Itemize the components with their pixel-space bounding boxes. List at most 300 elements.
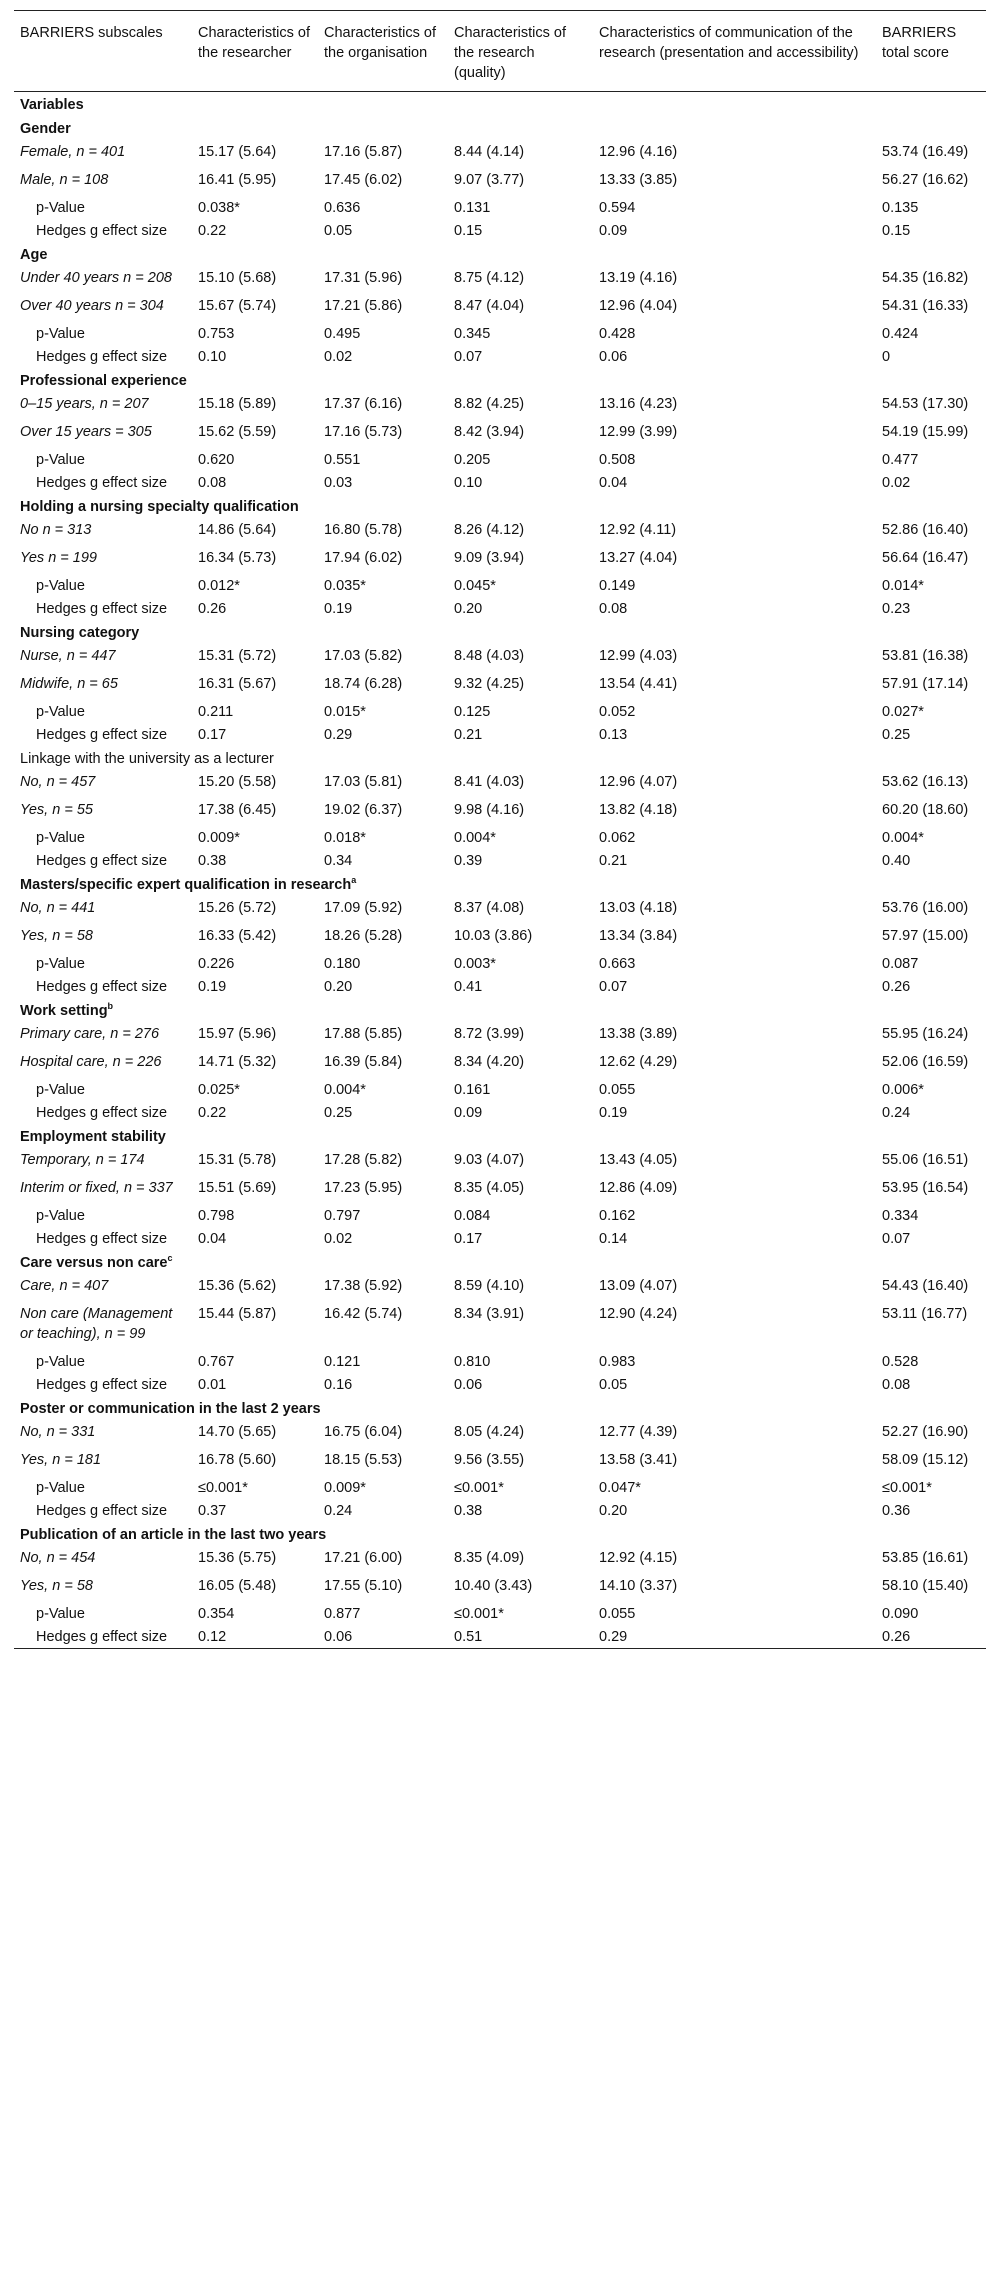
p-value-row (14, 1204, 986, 1227)
group-label: Yes n = 199 (20, 550, 97, 566)
p-value-research-quality: ≤0.001* (454, 1480, 504, 1496)
cell-total-score: 58.09 (15.12) (882, 1452, 969, 1468)
cell-research-quality: 8.35 (4.09) (454, 1550, 525, 1566)
cell-organisation: 17.16 (5.87) (324, 144, 403, 160)
group-row (14, 294, 986, 322)
effect-size-total-score: 0.02 (882, 475, 911, 491)
effect-size-organisation: 0.19 (324, 601, 353, 617)
cell-researcher: 16.33 (5.42) (198, 928, 277, 944)
cell-total-score: 54.35 (16.82) (882, 270, 969, 286)
group-row (14, 392, 986, 420)
p-value-research-quality: ≤0.001* (454, 1606, 504, 1622)
p-value-organisation: 0.018* (324, 830, 366, 846)
group-label: Over 15 years = 305 (20, 424, 152, 440)
cell-communication: 12.99 (4.03) (599, 648, 678, 664)
effect-size-label: Hedges g effect size (36, 349, 168, 365)
cell-communication: 12.99 (3.99) (599, 424, 678, 440)
effect-size-label: Hedges g effect size (36, 1503, 168, 1519)
p-value-researcher: 0.620 (198, 452, 235, 468)
group-label: No, n = 441 (20, 900, 96, 916)
p-value-row (14, 952, 986, 975)
effect-size-communication: 0.06 (599, 349, 628, 365)
p-value-research-quality: 0.003* (454, 956, 496, 972)
effect-size-total-score: 0 (882, 349, 891, 365)
group-row (14, 546, 986, 574)
cell-researcher: 15.31 (5.78) (198, 1152, 277, 1168)
p-value-row (14, 448, 986, 471)
cell-researcher: 15.97 (5.96) (198, 1026, 277, 1042)
p-value-research-quality: 0.125 (454, 704, 491, 720)
cell-communication: 13.34 (3.84) (599, 928, 678, 944)
effect-size-row (14, 1101, 986, 1124)
cell-research-quality: 9.98 (4.16) (454, 802, 525, 818)
section-title (14, 368, 986, 392)
cell-total-score: 54.31 (16.33) (882, 298, 969, 314)
cell-research-quality: 10.03 (3.86) (454, 928, 533, 944)
effect-size-row (14, 723, 986, 746)
effect-size-research-quality: 0.39 (454, 853, 483, 869)
section-row (14, 1250, 986, 1274)
effect-size-total-score: 0.36 (882, 1503, 911, 1519)
effect-size-research-quality: 0.38 (454, 1503, 483, 1519)
effect-size-researcher: 0.10 (198, 349, 227, 365)
effect-size-communication: 0.09 (599, 223, 628, 239)
group-row (14, 896, 986, 924)
effect-size-communication: 0.21 (599, 853, 628, 869)
section-title (14, 1250, 986, 1274)
cell-communication: 14.10 (3.37) (599, 1578, 678, 1594)
footnote-marker: a (351, 875, 357, 886)
p-value-organisation: 0.009* (324, 1480, 366, 1496)
group-row (14, 1448, 986, 1476)
group-row (14, 672, 986, 700)
p-value-label: p-Value (36, 578, 85, 594)
cell-communication: 13.03 (4.18) (599, 900, 678, 916)
effect-size-researcher: 0.04 (198, 1231, 227, 1247)
cell-communication: 12.90 (4.24) (599, 1306, 678, 1322)
variables-row (14, 92, 986, 117)
group-label: Under 40 years n = 208 (20, 270, 172, 286)
cell-organisation: 17.03 (5.81) (324, 774, 403, 790)
effect-size-researcher: 0.37 (198, 1503, 227, 1519)
cell-organisation: 17.31 (5.96) (324, 270, 403, 286)
cell-research-quality: 9.07 (3.77) (454, 172, 525, 188)
section-title (14, 746, 986, 770)
p-value-researcher: 0.009* (198, 830, 240, 846)
section-title-text: Professional experience (20, 373, 187, 389)
p-value-communication: 0.062 (599, 830, 636, 846)
cell-communication: 13.33 (3.85) (599, 172, 678, 188)
section-title-text: Employment stability (20, 1129, 166, 1145)
effect-size-total-score: 0.08 (882, 1377, 911, 1393)
cell-total-score: 53.11 (16.77) (882, 1306, 968, 1322)
group-label: Interim or fixed, n = 337 (20, 1180, 173, 1196)
p-value-research-quality: 0.205 (454, 452, 491, 468)
effect-size-label: Hedges g effect size (36, 601, 168, 617)
group-label: Care, n = 407 (20, 1278, 109, 1294)
header-barriers-subscales: BARRIERS subscales (20, 25, 163, 41)
p-value-label: p-Value (36, 1082, 85, 1098)
effect-size-label: Hedges g effect size (36, 853, 168, 869)
group-row (14, 770, 986, 798)
effect-size-research-quality: 0.06 (454, 1377, 483, 1393)
cell-total-score: 52.27 (16.90) (882, 1424, 969, 1440)
p-value-organisation: 0.004* (324, 1082, 366, 1098)
effect-size-researcher: 0.01 (198, 1377, 227, 1393)
group-label: Primary care, n = 276 (20, 1026, 160, 1042)
cell-research-quality: 10.40 (3.43) (454, 1578, 533, 1594)
effect-size-research-quality: 0.15 (454, 223, 483, 239)
p-value-researcher: 0.012* (198, 578, 240, 594)
effect-size-row (14, 849, 986, 872)
group-row (14, 1574, 986, 1602)
p-value-label: p-Value (36, 830, 85, 846)
p-value-row (14, 574, 986, 597)
effect-size-communication: 0.19 (599, 1105, 628, 1121)
cell-researcher: 15.36 (5.62) (198, 1278, 277, 1294)
section-title (14, 1124, 986, 1148)
cell-total-score: 53.62 (16.13) (882, 774, 969, 790)
p-value-communication: 0.149 (599, 578, 636, 594)
p-value-researcher: 0.038* (198, 200, 240, 216)
p-value-total-score: 0.528 (882, 1354, 919, 1370)
effect-size-organisation: 0.05 (324, 223, 353, 239)
group-row (14, 1420, 986, 1448)
cell-total-score: 58.10 (15.40) (882, 1578, 969, 1594)
cell-organisation: 17.28 (5.82) (324, 1152, 403, 1168)
effect-size-label: Hedges g effect size (36, 223, 168, 239)
effect-size-total-score: 0.25 (882, 727, 911, 743)
table-header (14, 11, 986, 92)
cell-total-score: 53.74 (16.49) (882, 144, 969, 160)
section-title-text: Care versus non care (20, 1255, 168, 1271)
p-value-organisation: 0.121 (324, 1354, 361, 1370)
group-label: Midwife, n = 65 (20, 676, 118, 692)
section-row (14, 620, 986, 644)
p-value-organisation: 0.180 (324, 956, 361, 972)
p-value-row (14, 700, 986, 723)
p-value-research-quality: 0.045* (454, 578, 496, 594)
header-communication: Characteristics of communication of the research (presentation and accessibility) (599, 25, 859, 61)
p-value-total-score: 0.006* (882, 1082, 924, 1098)
section-row (14, 1522, 986, 1546)
cell-research-quality: 9.32 (4.25) (454, 676, 525, 692)
header-total-score: BARRIERS total score (882, 25, 957, 61)
cell-research-quality: 9.03 (4.07) (454, 1152, 525, 1168)
cell-organisation: 17.94 (6.02) (324, 550, 403, 566)
p-value-total-score: 0.424 (882, 326, 919, 342)
p-value-label: p-Value (36, 1208, 85, 1224)
group-row (14, 1176, 986, 1204)
p-value-researcher: 0.753 (198, 326, 235, 342)
group-label: Nurse, n = 447 (20, 648, 116, 664)
cell-total-score: 54.43 (16.40) (882, 1278, 969, 1294)
p-value-researcher: 0.211 (198, 704, 234, 720)
p-value-communication: 0.428 (599, 326, 636, 342)
effect-size-researcher: 0.38 (198, 853, 227, 869)
p-value-research-quality: 0.810 (454, 1354, 491, 1370)
group-label: No, n = 454 (20, 1550, 96, 1566)
effect-size-row (14, 1625, 986, 1649)
effect-size-label: Hedges g effect size (36, 1231, 168, 1247)
cell-organisation: 17.37 (6.16) (324, 396, 403, 412)
effect-size-organisation: 0.03 (324, 475, 353, 491)
effect-size-organisation: 0.25 (324, 1105, 353, 1121)
cell-communication: 13.16 (4.23) (599, 396, 678, 412)
p-value-label: p-Value (36, 200, 85, 216)
cell-researcher: 14.86 (5.64) (198, 522, 277, 538)
effect-size-organisation: 0.29 (324, 727, 353, 743)
cell-communication: 13.43 (4.05) (599, 1152, 678, 1168)
cell-organisation: 17.55 (5.10) (324, 1578, 403, 1594)
cell-organisation: 17.03 (5.82) (324, 648, 403, 664)
group-label: Yes, n = 55 (20, 802, 93, 818)
cell-research-quality: 8.35 (4.05) (454, 1180, 525, 1196)
group-row (14, 644, 986, 672)
section-title-text: Publication of an article in the last two years (20, 1527, 327, 1543)
group-row (14, 1302, 986, 1350)
effect-size-label: Hedges g effect size (36, 1377, 168, 1393)
p-value-communication: 0.047* (599, 1480, 641, 1496)
group-label: Non care (Management or teaching), n = 99 (20, 1306, 173, 1342)
p-value-row (14, 826, 986, 849)
effect-size-communication: 0.08 (599, 601, 628, 617)
p-value-organisation: 0.035* (324, 578, 366, 594)
cell-researcher: 16.31 (5.67) (198, 676, 277, 692)
cell-communication: 12.96 (4.04) (599, 298, 678, 314)
cell-total-score: 55.06 (16.51) (882, 1152, 969, 1168)
group-label: No n = 313 (20, 522, 92, 538)
effect-size-organisation: 0.02 (324, 349, 353, 365)
cell-organisation: 18.15 (5.53) (324, 1452, 403, 1468)
effect-size-communication: 0.04 (599, 475, 628, 491)
effect-size-total-score: 0.23 (882, 601, 911, 617)
cell-communication: 12.86 (4.09) (599, 1180, 678, 1196)
p-value-row (14, 196, 986, 219)
cell-communication: 12.96 (4.07) (599, 774, 678, 790)
cell-research-quality: 8.26 (4.12) (454, 522, 525, 538)
group-row (14, 1022, 986, 1050)
effect-size-researcher: 0.22 (198, 1105, 227, 1121)
header-research-quality: Characteristics of the research (quality) (454, 25, 567, 81)
p-value-row (14, 1476, 986, 1499)
p-value-communication: 0.663 (599, 956, 636, 972)
section-row (14, 746, 986, 770)
cell-researcher: 15.51 (5.69) (198, 1180, 277, 1196)
footnote-marker: c (167, 1253, 173, 1264)
cell-total-score: 57.91 (17.14) (882, 676, 969, 692)
section-title (14, 116, 986, 140)
p-value-total-score: 0.477 (882, 452, 919, 468)
cell-organisation: 17.45 (6.02) (324, 172, 403, 188)
p-value-organisation: 0.797 (324, 1208, 361, 1224)
p-value-communication: 0.508 (599, 452, 636, 468)
section-title-text: Nursing category (20, 625, 140, 641)
p-value-researcher: 0.354 (198, 1606, 235, 1622)
p-value-communication: 0.162 (599, 1208, 636, 1224)
cell-total-score: 53.76 (16.00) (882, 900, 969, 916)
cell-research-quality: 8.75 (4.12) (454, 270, 525, 286)
section-row (14, 242, 986, 266)
cell-research-quality: 8.34 (4.20) (454, 1054, 525, 1070)
cell-researcher: 15.67 (5.74) (198, 298, 277, 314)
section-title (14, 1396, 986, 1420)
p-value-row (14, 1078, 986, 1101)
effect-size-row (14, 975, 986, 998)
section-title (14, 1522, 986, 1546)
group-row (14, 924, 986, 952)
cell-researcher: 15.36 (5.75) (198, 1550, 277, 1566)
p-value-researcher: ≤0.001* (198, 1480, 248, 1496)
effect-size-research-quality: 0.17 (454, 1231, 483, 1247)
effect-size-total-score: 0.15 (882, 223, 911, 239)
cell-total-score: 60.20 (18.60) (882, 802, 969, 818)
cell-researcher: 14.71 (5.32) (198, 1054, 277, 1070)
effect-size-researcher: 0.17 (198, 727, 227, 743)
effect-size-researcher: 0.08 (198, 475, 227, 491)
p-value-organisation: 0.495 (324, 326, 361, 342)
cell-researcher: 15.62 (5.59) (198, 424, 277, 440)
section-row (14, 872, 986, 896)
p-value-researcher: 0.226 (198, 956, 235, 972)
group-row (14, 168, 986, 196)
cell-total-score: 53.95 (16.54) (882, 1180, 969, 1196)
cell-research-quality: 8.82 (4.25) (454, 396, 525, 412)
cell-researcher: 16.34 (5.73) (198, 550, 277, 566)
group-row (14, 1274, 986, 1302)
cell-total-score: 52.86 (16.40) (882, 522, 969, 538)
p-value-row (14, 1350, 986, 1373)
section-row (14, 998, 986, 1022)
effect-size-organisation: 0.06 (324, 1629, 353, 1645)
p-value-research-quality: 0.131 (454, 200, 491, 216)
cell-total-score: 56.64 (16.47) (882, 550, 969, 566)
p-value-label: p-Value (36, 1480, 85, 1496)
effect-size-row (14, 471, 986, 494)
effect-size-row (14, 345, 986, 368)
p-value-total-score: 0.087 (882, 956, 919, 972)
cell-communication: 13.27 (4.04) (599, 550, 678, 566)
effect-size-row (14, 1373, 986, 1396)
cell-research-quality: 9.56 (3.55) (454, 1452, 525, 1468)
cell-researcher: 15.26 (5.72) (198, 900, 277, 916)
cell-research-quality: 8.44 (4.14) (454, 144, 525, 160)
cell-researcher: 16.78 (5.60) (198, 1452, 277, 1468)
effect-size-communication: 0.20 (599, 1503, 628, 1519)
p-value-label: p-Value (36, 956, 85, 972)
cell-total-score: 54.19 (15.99) (882, 424, 969, 440)
p-value-research-quality: 0.004* (454, 830, 496, 846)
barriers-table (14, 10, 986, 1649)
section-title-text: Masters/specific expert qualification in research (20, 877, 352, 893)
section-title (14, 242, 986, 266)
effect-size-row (14, 1499, 986, 1522)
group-label: 0–15 years, n = 207 (20, 396, 149, 412)
effect-size-organisation: 0.20 (324, 979, 353, 995)
p-value-label: p-Value (36, 1606, 85, 1622)
effect-size-organisation: 0.02 (324, 1231, 353, 1247)
effect-size-research-quality: 0.07 (454, 349, 483, 365)
p-value-research-quality: 0.345 (454, 326, 491, 342)
footnote-marker: b (107, 1001, 114, 1012)
cell-total-score: 56.27 (16.62) (882, 172, 969, 188)
p-value-researcher: 0.025* (198, 1082, 240, 1098)
group-label: No, n = 457 (20, 774, 96, 790)
cell-organisation: 16.75 (6.04) (324, 1424, 403, 1440)
effect-size-research-quality: 0.41 (454, 979, 483, 995)
effect-size-row (14, 1227, 986, 1250)
cell-organisation: 17.16 (5.73) (324, 424, 403, 440)
effect-size-communication: 0.14 (599, 1231, 628, 1247)
cell-research-quality: 8.47 (4.04) (454, 298, 525, 314)
cell-organisation: 17.21 (5.86) (324, 298, 403, 314)
cell-communication: 13.82 (4.18) (599, 802, 678, 818)
p-value-label: p-Value (36, 1354, 85, 1370)
group-label: Temporary, n = 174 (20, 1152, 145, 1168)
effect-size-label: Hedges g effect size (36, 1105, 168, 1121)
effect-size-communication: 0.07 (599, 979, 628, 995)
section-row (14, 494, 986, 518)
variables-label: Variables (20, 97, 84, 113)
section-row (14, 368, 986, 392)
effect-size-research-quality: 0.51 (454, 1629, 483, 1645)
p-value-communication: 0.594 (599, 200, 636, 216)
effect-size-organisation: 0.34 (324, 853, 353, 869)
effect-size-communication: 0.13 (599, 727, 628, 743)
cell-researcher: 15.17 (5.64) (198, 144, 277, 160)
effect-size-research-quality: 0.09 (454, 1105, 483, 1121)
p-value-row (14, 1602, 986, 1625)
cell-researcher: 16.05 (5.48) (198, 1578, 277, 1594)
cell-research-quality: 8.05 (4.24) (454, 1424, 525, 1440)
cell-research-quality: 8.48 (4.03) (454, 648, 525, 664)
header-researcher: Characteristics of the researcher (198, 25, 311, 61)
group-row (14, 798, 986, 826)
cell-research-quality: 8.42 (3.94) (454, 424, 525, 440)
section-row (14, 1124, 986, 1148)
cell-researcher: 15.18 (5.89) (198, 396, 277, 412)
group-row (14, 140, 986, 168)
p-value-communication: 0.983 (599, 1354, 636, 1370)
cell-organisation: 16.80 (5.78) (324, 522, 403, 538)
p-value-total-score: 0.334 (882, 1208, 919, 1224)
table-container (14, 10, 986, 1649)
cell-organisation: 17.09 (5.92) (324, 900, 403, 916)
cell-organisation: 17.88 (5.85) (324, 1026, 403, 1042)
effect-size-total-score: 0.24 (882, 1105, 911, 1121)
cell-total-score: 52.06 (16.59) (882, 1054, 969, 1070)
p-value-total-score: 0.027* (882, 704, 924, 720)
p-value-research-quality: 0.084 (454, 1208, 491, 1224)
table-body (14, 92, 986, 1649)
effect-size-researcher: 0.22 (198, 223, 227, 239)
section-title-text: Gender (20, 121, 71, 137)
group-label: Yes, n = 58 (20, 928, 93, 944)
header-organisation: Characteristics of the organisation (324, 25, 437, 61)
cell-total-score: 57.97 (15.00) (882, 928, 969, 944)
cell-organisation: 16.39 (5.84) (324, 1054, 403, 1070)
group-label: Female, n = 401 (20, 144, 126, 160)
group-label: Male, n = 108 (20, 172, 109, 188)
effect-size-total-score: 0.26 (882, 1629, 911, 1645)
cell-total-score: 55.95 (16.24) (882, 1026, 969, 1042)
group-row (14, 420, 986, 448)
p-value-researcher: 0.798 (198, 1208, 235, 1224)
cell-organisation: 18.26 (5.28) (324, 928, 403, 944)
cell-communication: 13.19 (4.16) (599, 270, 678, 286)
section-title (14, 872, 986, 896)
cell-total-score: 53.81 (16.38) (882, 648, 969, 664)
